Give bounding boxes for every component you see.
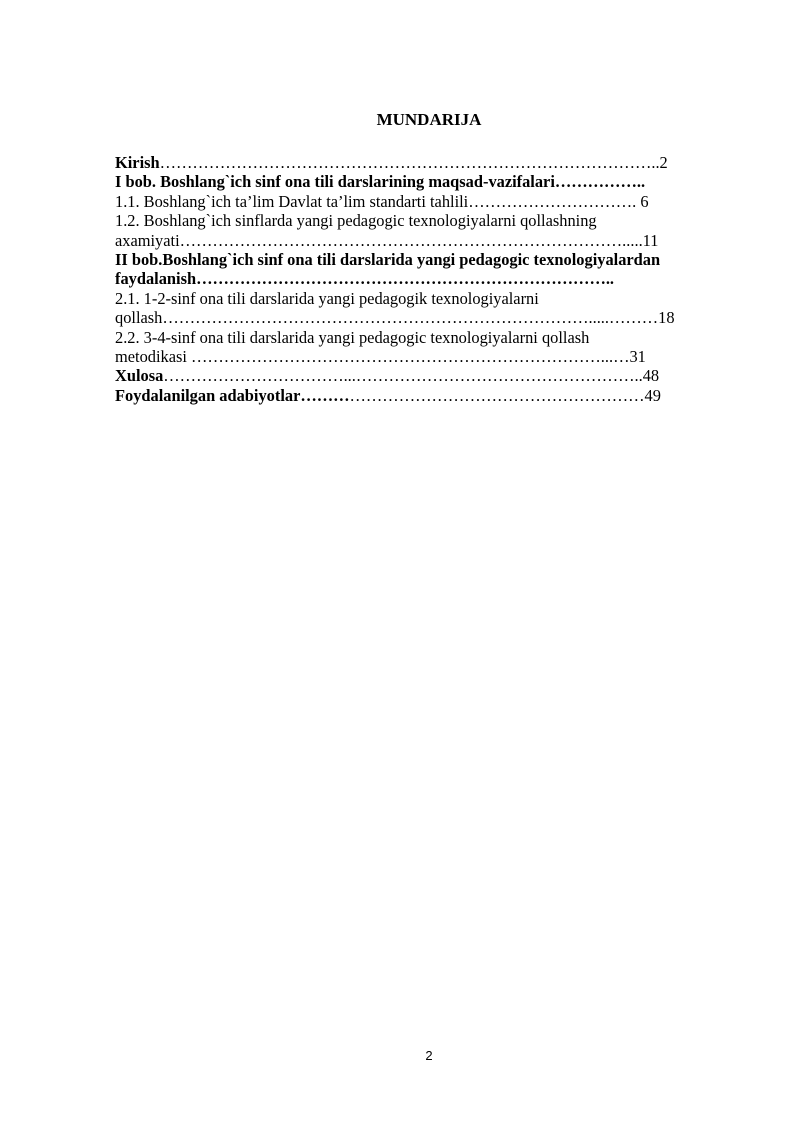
toc-entry-2-2: 2.2. 3-4-sinf ona tili darslarida yangi pedagogic texnologiyalarni qollash: [115, 327, 590, 347]
toc-entry-kirish: Kirish………………………………………………………………………………..2: [115, 153, 668, 172]
toc-entry-xulosa: Xulosa……………………………...……………………………………………..48: [115, 366, 660, 386]
toc-entry-2-2-cont: metodikasi …………………………………………………………………...…31: [115, 346, 646, 366]
toc-entry-2-1: 2.1. 1-2-sinf ona tili darslarida yangi pedagogik texnologiyalarni: [115, 288, 539, 308]
toc-entry-2-1-cont: qollash…………………………………………………………………….....………18: [115, 308, 675, 328]
toc-entry-chapter-2: II bob.Boshlang`ich sinf ona tili darslarida yangi pedagogic texnologiyalardan: [115, 249, 661, 269]
toc-entry-1-2-cont: axamiyati……………………………………………………………………….....11: [115, 230, 659, 250]
table-of-contents: [115, 153, 745, 405]
toc-entry-chapter-1: I bob. Boshlang`ich sinf ona tili darslarining maqsad-vazifalari……………..: [115, 172, 646, 192]
toc-entry-chapter-2-cont: faydalanish…………………………………………………………………..: [115, 269, 615, 289]
toc-entry-1-1: 1.1. Boshlang`ich ta’lim Davlat ta’lim standarti tahlili…………………………. 6: [115, 191, 649, 211]
page-title: MUNDARIJA: [376, 110, 482, 129]
toc-entry-1-2: 1.2. Boshlang`ich sinflarda yangi pedagogic texnologiyalarni qollashning: [115, 211, 597, 231]
toc-entry-adabiyotlar: Foydalanilgan adabiyotlar………………………………………………………49: [115, 385, 661, 405]
page-number: 2: [425, 1048, 433, 1063]
